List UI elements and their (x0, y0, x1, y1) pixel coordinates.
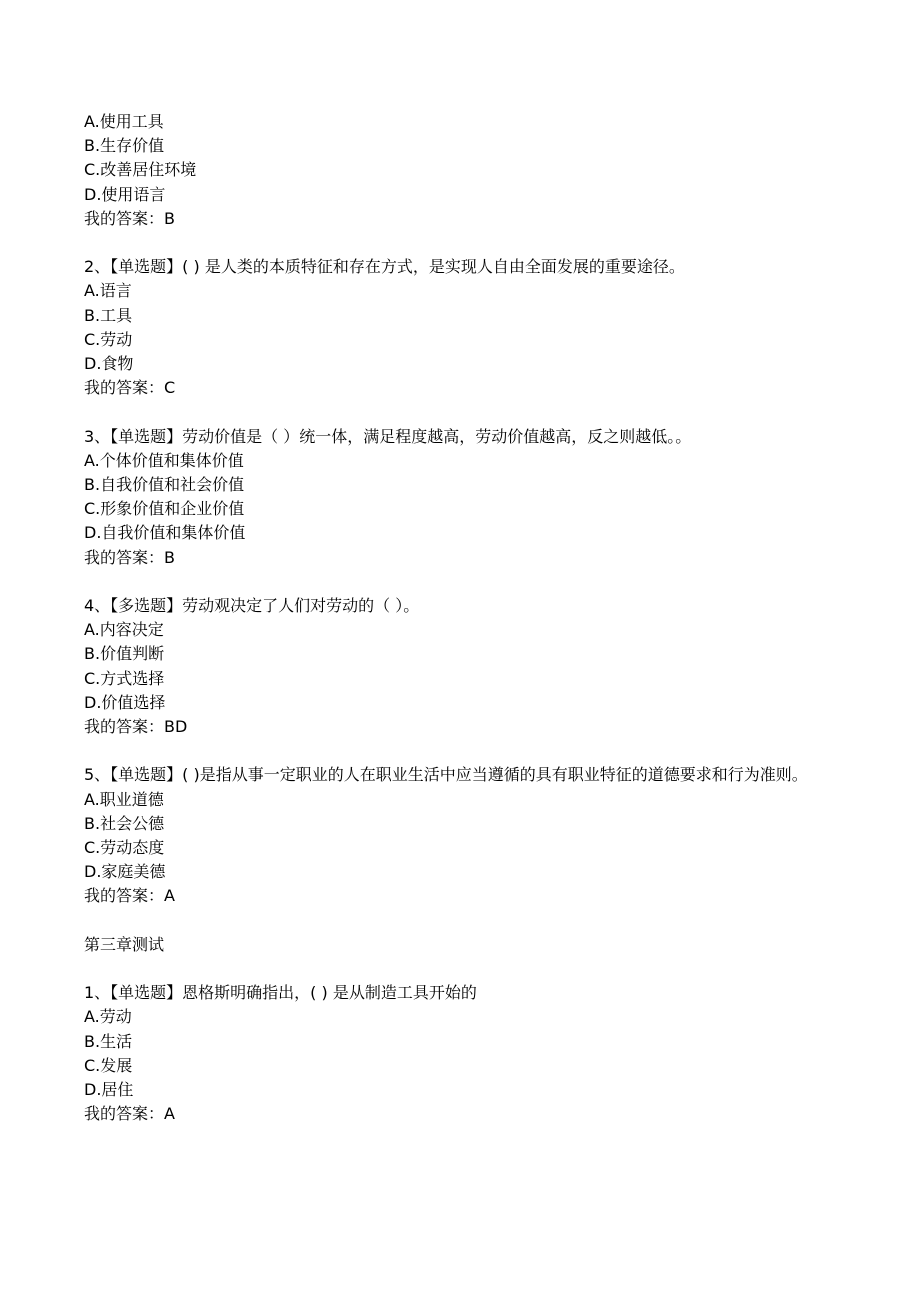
question-text: 4、【多选题】劳动观决定了人们对劳动的（ ）。 (84, 596, 420, 616)
question-2-block (84, 255, 844, 400)
option-a: A.职业道德 (84, 789, 164, 809)
option-b: B.生活 (84, 1031, 133, 1051)
question-3-block (84, 425, 844, 570)
option-a: A.使用工具 (84, 112, 164, 131)
option-d: D.价值选择 (84, 692, 166, 712)
option-d: D.使用语言 (84, 184, 166, 204)
answer: 我的答案：C (84, 378, 176, 398)
option-b: B.自我价值和社会价值 (84, 475, 245, 495)
option-b: B.价值判断 (84, 644, 165, 664)
option-b: B.生存价值 (84, 136, 165, 156)
chapter-title: 第三章测试 (84, 934, 165, 954)
chapter3-question-1-block (84, 981, 844, 1126)
option-c: C.劳动 (84, 329, 133, 349)
option-a: A.语言 (84, 281, 132, 301)
option-c: C.发展 (84, 1055, 133, 1075)
question-text: 2、【单选题】( ) 是人类的本质特征和存在方式，是实现人自由全面发展的重要途径。 (84, 257, 685, 277)
answer: 我的答案：BD (84, 717, 188, 737)
option-c: C.劳动态度 (84, 838, 165, 858)
option-b: B.社会公德 (84, 813, 165, 833)
option-a: A.劳动 (84, 1007, 132, 1027)
answer: 我的答案：A (84, 1104, 175, 1124)
answer: 我的答案：A (84, 886, 175, 906)
question-text: 5、【单选题】( )是指从事一定职业的人在职业生活中应当遵循的具有职业特征的道德要求和行为准则。 (84, 765, 808, 785)
option-d: D.自我价值和集体价值 (84, 523, 246, 543)
answer: 我的答案：B (84, 208, 175, 228)
option-a: A.内容决定 (84, 620, 164, 640)
question-5-block (84, 763, 844, 908)
option-d: D.家庭美德 (84, 862, 166, 882)
document-page (84, 110, 844, 1126)
option-d: D.食物 (84, 354, 134, 374)
question-text: 1、【单选题】恩格斯明确指出，( ) 是从制造工具开始的 (84, 983, 477, 1003)
question-text: 3、【单选题】劳动价值是（ ）统一体，满足程度越高，劳动价值越高，反之则越低。。 (84, 426, 692, 446)
option-a: A.个体价值和集体价值 (84, 450, 244, 470)
option-c: C.改善居住环境 (84, 160, 197, 180)
question-4-block (84, 594, 844, 739)
option-c: C.形象价值和企业价值 (84, 499, 245, 519)
question-1-block (84, 110, 844, 231)
option-d: D.居住 (84, 1080, 134, 1100)
option-b: B.工具 (84, 305, 133, 325)
option-c: C.方式选择 (84, 668, 165, 688)
answer: 我的答案：B (84, 547, 175, 567)
